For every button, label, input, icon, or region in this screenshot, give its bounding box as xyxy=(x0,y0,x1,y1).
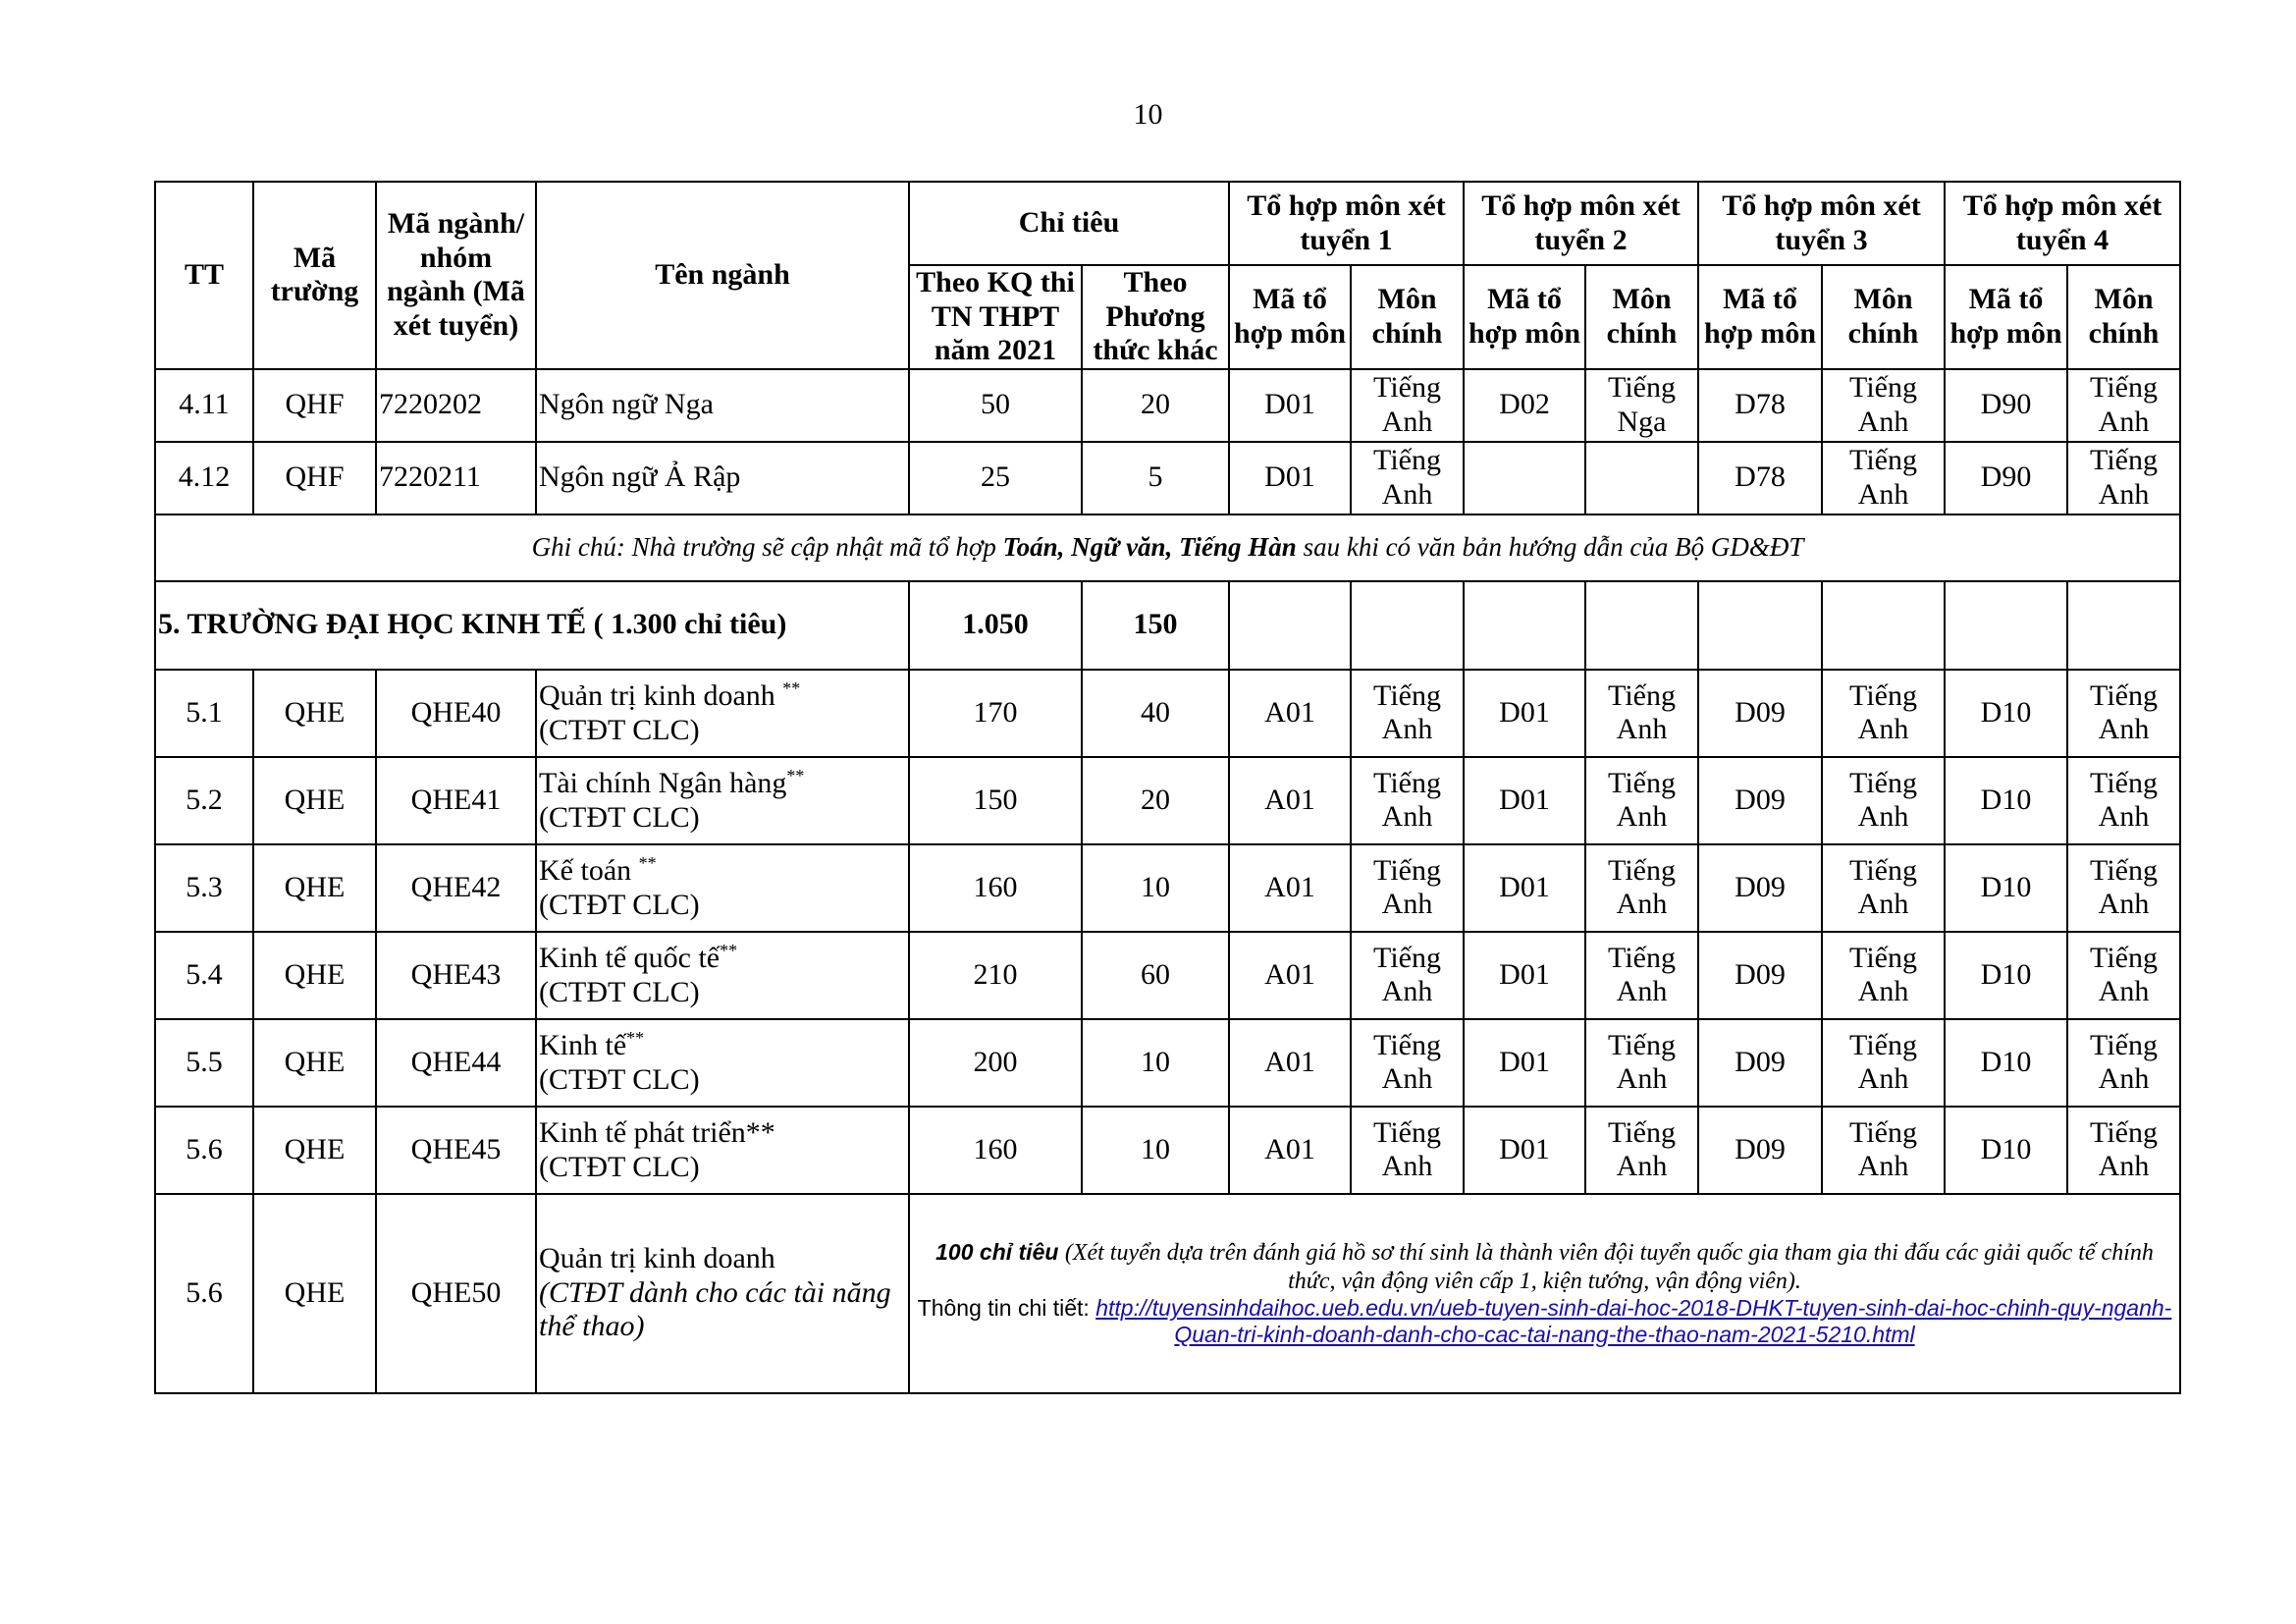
program-name: Quản trị kinh doanh xyxy=(539,1242,775,1275)
cell-code-3: D09 xyxy=(1698,757,1822,844)
cell-subject-4: Tiếng Anh xyxy=(2067,844,2180,932)
cell-subject-3: Tiếng Anh xyxy=(1822,369,1945,442)
cell-truong: QHE xyxy=(253,1019,376,1107)
cell-code-4: D90 xyxy=(1945,442,2067,514)
cell-subject-1: Tiếng Anh xyxy=(1351,844,1464,932)
cell-subject-4: Tiếng Anh xyxy=(2067,757,2180,844)
cell-ten: Ngôn ngữ Ả Rập xyxy=(536,442,909,514)
header-chi-tieu: Chỉ tiêu xyxy=(909,182,1229,265)
program-type: (CTĐT CLC) xyxy=(539,1062,700,1096)
cell-ten: Ngôn ngữ Nga xyxy=(536,369,909,442)
header-ma-truong: Mã trường xyxy=(253,182,376,369)
cell-pt: 60 xyxy=(1082,932,1229,1019)
cell-ma: 7220211 xyxy=(376,442,536,514)
cell-code-1: A01 xyxy=(1229,844,1351,932)
table-row xyxy=(155,1019,2180,1107)
cell-subject-1: Tiếng Anh xyxy=(1351,670,1464,757)
header-to-hop-1: Tổ hợp môn xét tuyển 1 xyxy=(1229,182,1464,265)
header-row-1 xyxy=(155,182,2180,265)
empty-cell xyxy=(1822,581,1945,670)
cell-subject-3: Tiếng Anh xyxy=(1822,844,1945,932)
cell-subject-3: Tiếng Anh xyxy=(1822,442,1945,514)
cell-code-1: A01 xyxy=(1229,1107,1351,1194)
cell-tt: 5.1 xyxy=(155,670,253,757)
section-kq: 1.050 xyxy=(909,581,1082,670)
cell-subject-4: Tiếng Anh xyxy=(2067,442,2180,514)
cell-subject-2: Tiếng Anh xyxy=(1585,757,1698,844)
cell-subject-1: Tiếng Anh xyxy=(1351,757,1464,844)
cell-subject-2: Tiếng Nga xyxy=(1585,369,1698,442)
cell-kq: 160 xyxy=(909,1107,1082,1194)
cell-subject-1: Tiếng Anh xyxy=(1351,1107,1464,1194)
program-name: Kế toán xyxy=(539,854,639,887)
header-mon-chinh: Môn chính xyxy=(1822,265,1945,369)
table-row xyxy=(155,442,2180,514)
cell-kq: 210 xyxy=(909,932,1082,1019)
cell-tt: 5.6 xyxy=(155,1194,253,1393)
cell-code-3: D09 xyxy=(1698,844,1822,932)
header-to-hop-3: Tổ hợp môn xét tuyển 3 xyxy=(1698,182,1945,265)
cell-code-1: D01 xyxy=(1229,442,1351,514)
cell-subject-4: Tiếng Anh xyxy=(2067,369,2180,442)
cell-tt: 5.6 xyxy=(155,1107,253,1194)
cell-kq: 50 xyxy=(909,369,1082,442)
empty-cell xyxy=(2067,581,2180,670)
cell-subject-2: Tiếng Anh xyxy=(1585,1107,1698,1194)
table-row xyxy=(155,1194,2180,1393)
cell-code-3: D78 xyxy=(1698,442,1822,514)
quota-description: (Xét tuyển dựa trên đánh giá hồ sơ thí sinh là thành viên đội tuyển quốc gia tham gia thi đấu các giải quốc tế chính thức, vận động viên cấp 1, kiện tướng, vận động viên). xyxy=(1064,1239,2154,1294)
header-mon-chinh: Môn chính xyxy=(1351,265,1464,369)
program-name: Kinh tế xyxy=(539,1029,627,1061)
header-ma-to-hop: Mã tổ hợp môn xyxy=(1464,265,1585,369)
empty-cell xyxy=(1945,581,2067,670)
program-type: (CTĐT CLC) xyxy=(539,713,700,746)
program-type: (CTĐT dành cho các tài năng thể thao) xyxy=(539,1275,891,1343)
cell-subject-2: Tiếng Anh xyxy=(1585,670,1698,757)
cell-subject-2 xyxy=(1585,442,1698,514)
cell-code-2: D01 xyxy=(1464,1107,1585,1194)
admissions-table xyxy=(154,181,2181,1394)
cell-code-4: D10 xyxy=(1945,844,2067,932)
cell-subject-4: Tiếng Anh xyxy=(2067,932,2180,1019)
program-type: (CTĐT CLC) xyxy=(539,800,700,834)
cell-tt: 5.5 xyxy=(155,1019,253,1107)
table-row xyxy=(155,844,2180,932)
cell-code-3: D09 xyxy=(1698,932,1822,1019)
header-mon-chinh: Môn chính xyxy=(1585,265,1698,369)
section-row xyxy=(155,581,2180,670)
empty-cell xyxy=(1351,581,1464,670)
cell-ma: QHE45 xyxy=(376,1107,536,1194)
header-tt: TT xyxy=(155,182,253,369)
cell-code-3: D09 xyxy=(1698,1019,1822,1107)
header-ten-nganh: Tên ngành xyxy=(536,182,909,369)
program-name: Quản trị kinh doanh xyxy=(539,679,783,712)
program-name: Tài chính Ngân hàng xyxy=(539,767,787,799)
cell-tt: 5.4 xyxy=(155,932,253,1019)
header-ma-to-hop: Mã tổ hợp môn xyxy=(1698,265,1822,369)
program-type: (CTĐT CLC) xyxy=(539,888,700,921)
note-prefix: Ghi chú: Nhà trường sẽ cập nhật mã tổ hợp xyxy=(531,531,1003,562)
table-row xyxy=(155,932,2180,1019)
cell-code-1: A01 xyxy=(1229,670,1351,757)
cell-code-4: D10 xyxy=(1945,1107,2067,1194)
cell-code-2: D01 xyxy=(1464,1019,1585,1107)
cell-subject-3: Tiếng Anh xyxy=(1822,1019,1945,1107)
cell-code-2: D01 xyxy=(1464,932,1585,1019)
cell-ma: QHE43 xyxy=(376,932,536,1019)
cell-kq: 170 xyxy=(909,670,1082,757)
program-sup: ** xyxy=(720,941,738,960)
cell-ma: 7220202 xyxy=(376,369,536,442)
cell-ma: QHE42 xyxy=(376,844,536,932)
header-theo-kq: Theo KQ thi TN THPT năm 2021 xyxy=(909,265,1082,369)
empty-cell xyxy=(1698,581,1822,670)
cell-code-1: A01 xyxy=(1229,757,1351,844)
cell-pt: 20 xyxy=(1082,757,1229,844)
section-pt: 150 xyxy=(1082,581,1229,670)
cell-code-4: D10 xyxy=(1945,670,2067,757)
cell-subject-3: Tiếng Anh xyxy=(1822,670,1945,757)
cell-tt: 5.2 xyxy=(155,757,253,844)
cell-ten xyxy=(536,844,909,932)
cell-ma: QHE44 xyxy=(376,1019,536,1107)
cell-subject-2: Tiếng Anh xyxy=(1585,844,1698,932)
program-sup: ** xyxy=(626,1028,645,1048)
program-type: (CTĐT CLC) xyxy=(539,975,700,1008)
program-sup: ** xyxy=(782,678,801,698)
cell-subject-1: Tiếng Anh xyxy=(1351,369,1464,442)
cell-code-3: D78 xyxy=(1698,369,1822,442)
cell-truong: QHE xyxy=(253,670,376,757)
table-row xyxy=(155,757,2180,844)
cell-code-3: D09 xyxy=(1698,670,1822,757)
program-name: Kinh tế phát triển** xyxy=(539,1116,775,1149)
quota-lead: 100 chỉ tiêu xyxy=(935,1238,1059,1265)
program-sup: ** xyxy=(638,853,657,873)
cell-subject-4: Tiếng Anh xyxy=(2067,670,2180,757)
cell-code-4: D10 xyxy=(1945,757,2067,844)
cell-pt: 20 xyxy=(1082,369,1229,442)
header-to-hop-4: Tổ hợp môn xét tuyển 4 xyxy=(1945,182,2180,265)
cell-code-2: D01 xyxy=(1464,757,1585,844)
cell-truong: QHE xyxy=(253,844,376,932)
program-sup: ** xyxy=(786,766,805,785)
cell-code-2: D02 xyxy=(1464,369,1585,442)
cell-ten xyxy=(536,670,909,757)
cell-tt: 5.3 xyxy=(155,844,253,932)
cell-subject-2: Tiếng Anh xyxy=(1585,932,1698,1019)
cell-subject-3: Tiếng Anh xyxy=(1822,757,1945,844)
cell-subject-1: Tiếng Anh xyxy=(1351,1019,1464,1107)
cell-truong: QHF xyxy=(253,442,376,514)
section-title: 5. TRƯỜNG ĐẠI HỌC KINH TẾ ( 1.300 chỉ tiêu) xyxy=(155,581,909,670)
cell-truong: QHE xyxy=(253,757,376,844)
cell-subject-4: Tiếng Anh xyxy=(2067,1107,2180,1194)
table-row xyxy=(155,670,2180,757)
cell-ten xyxy=(536,1107,909,1194)
cell-tt: 4.12 xyxy=(155,442,253,514)
note-suffix: sau khi có văn bản hướng dẫn của Bộ GD&ĐT xyxy=(1296,531,1804,562)
header-ma-to-hop: Mã tổ hợp môn xyxy=(1229,265,1351,369)
note-row xyxy=(155,514,2180,581)
cell-kq: 160 xyxy=(909,844,1082,932)
cell-ten xyxy=(536,1194,909,1393)
header-ma-to-hop: Mã tổ hợp môn xyxy=(1945,265,2067,369)
cell-code-1: D01 xyxy=(1229,369,1351,442)
cell-pt: 10 xyxy=(1082,1019,1229,1107)
cell-ma: QHE50 xyxy=(376,1194,536,1393)
cell-tt: 4.11 xyxy=(155,369,253,442)
cell-subject-4: Tiếng Anh xyxy=(2067,1019,2180,1107)
cell-pt: 5 xyxy=(1082,442,1229,514)
header-theo-pt: Theo Phương thức khác xyxy=(1082,265,1229,369)
empty-cell xyxy=(1229,581,1351,670)
cell-truong: QHE xyxy=(253,932,376,1019)
cell-pt: 10 xyxy=(1082,844,1229,932)
cell-code-2: D01 xyxy=(1464,670,1585,757)
cell-subject-3: Tiếng Anh xyxy=(1822,1107,1945,1194)
program-type: (CTĐT CLC) xyxy=(539,1150,700,1183)
cell-kq: 25 xyxy=(909,442,1082,514)
page-number: 10 xyxy=(1133,98,1163,131)
cell-subject-1: Tiếng Anh xyxy=(1351,442,1464,514)
cell-ten xyxy=(536,1019,909,1107)
cell-subject-1: Tiếng Anh xyxy=(1351,932,1464,1019)
cell-code-2 xyxy=(1464,442,1585,514)
cell-code-2: D01 xyxy=(1464,844,1585,932)
cell-pt: 10 xyxy=(1082,1107,1229,1194)
empty-cell xyxy=(1585,581,1698,670)
cell-kq: 150 xyxy=(909,757,1082,844)
cell-ten xyxy=(536,932,909,1019)
note-cell xyxy=(155,514,2180,581)
detail-link[interactable]: http://tuyensinhdaihoc.ueb.edu.vn/ueb-tuyen-sinh-dai-hoc-2018-DHKT-tuyen-sinh-dai-hoc-chinh-quy-nganh-Quan-tri-kinh-doanh-danh-cho-cac-tai-nang-the-thao-nam-2021-5210.html xyxy=(1095,1295,2172,1347)
cell-truong: QHE xyxy=(253,1194,376,1393)
cell-kq: 200 xyxy=(909,1019,1082,1107)
cell-code-4: D10 xyxy=(1945,1019,2067,1107)
cell-truong: QHE xyxy=(253,1107,376,1194)
cell-truong: QHF xyxy=(253,369,376,442)
program-name: Kinh tế quốc tế xyxy=(539,942,721,974)
cell-subject-3: Tiếng Anh xyxy=(1822,932,1945,1019)
header-ma-nganh: Mã ngành/ nhóm ngành (Mã xét tuyển) xyxy=(376,182,536,369)
info-label: Thông tin chi tiết: xyxy=(917,1295,1096,1322)
cell-pt: 40 xyxy=(1082,670,1229,757)
note-bold: Toán, Ngữ văn, Tiếng Hàn xyxy=(1002,531,1297,562)
table-row xyxy=(155,369,2180,442)
cell-ma: QHE41 xyxy=(376,757,536,844)
cell-code-4: D90 xyxy=(1945,369,2067,442)
cell-code-3: D09 xyxy=(1698,1107,1822,1194)
table-row xyxy=(155,1107,2180,1194)
header-mon-chinh: Môn chính xyxy=(2067,265,2180,369)
cell-subject-2: Tiếng Anh xyxy=(1585,1019,1698,1107)
cell-code-1: A01 xyxy=(1229,932,1351,1019)
cell-ma: QHE40 xyxy=(376,670,536,757)
cell-code-4: D10 xyxy=(1945,932,2067,1019)
cell-ten xyxy=(536,757,909,844)
special-admission-info xyxy=(909,1194,2180,1393)
header-to-hop-2: Tổ hợp môn xét tuyển 2 xyxy=(1464,182,1698,265)
cell-code-1: A01 xyxy=(1229,1019,1351,1107)
empty-cell xyxy=(1464,581,1585,670)
